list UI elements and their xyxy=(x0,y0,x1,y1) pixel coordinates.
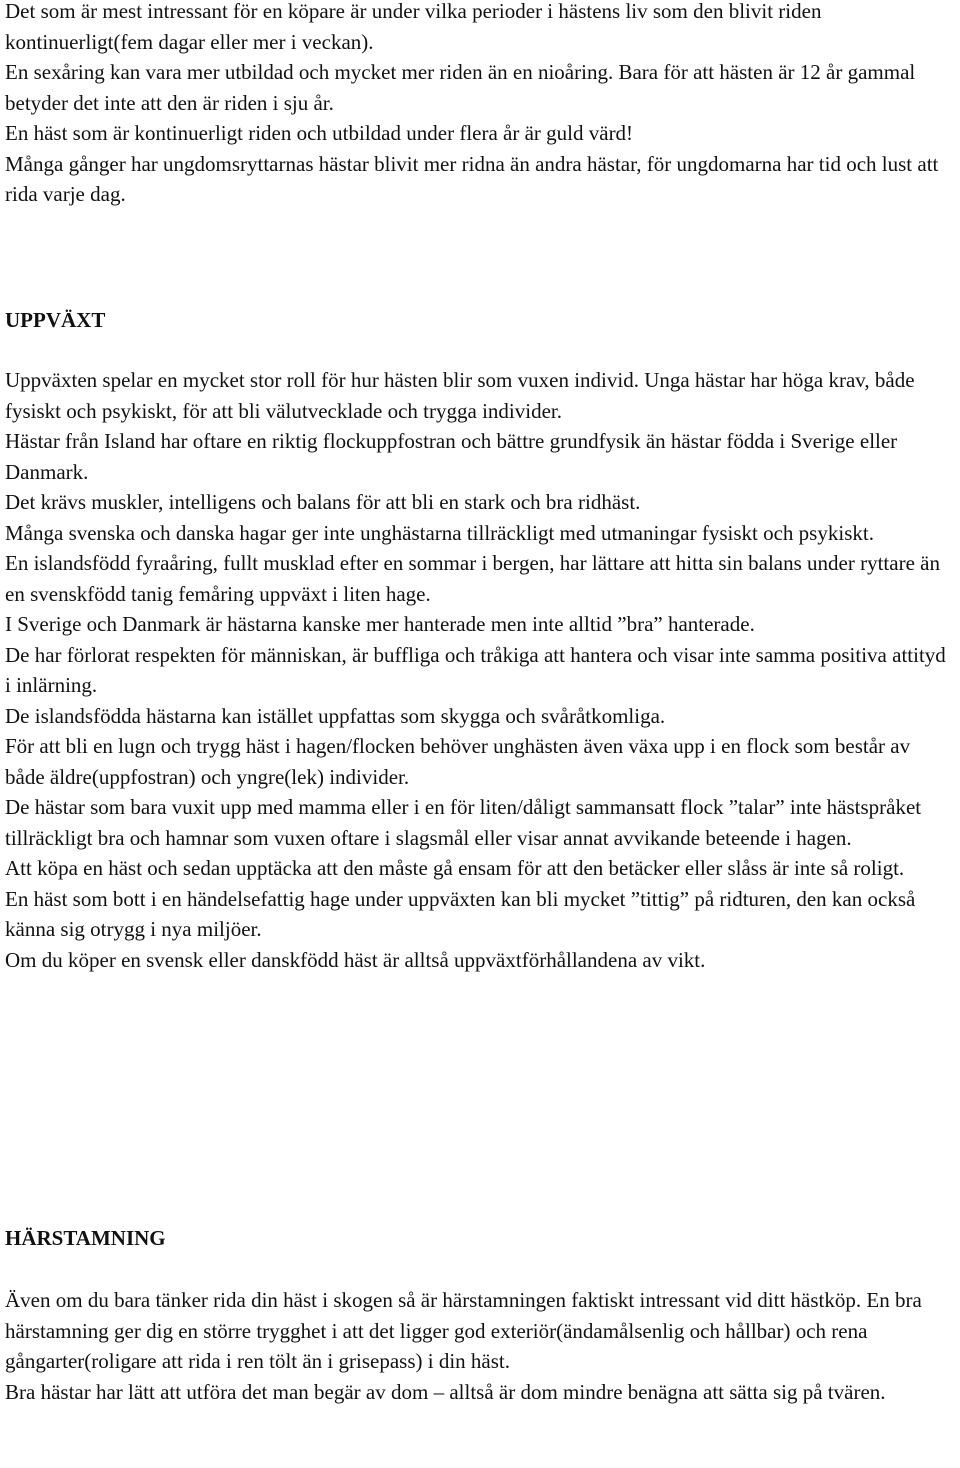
harstamning-paragraph: Även om du bara tänker rida din häst i skogen så är härstamningen faktiskt intressant vid ditt hästköp. En bra härstamning ger dig en större trygghet i att det ligger god exteriör(ändamålsenlig och hållbar) och rena gångarter(roligare att rida i ren tölt än i grisepass) i din häst. xyxy=(5,1288,922,1373)
uppvaxt-paragraph: En islandsfödd fyraåring, fullt musklad efter en sommar i bergen, har lättare att hitta sin balans under ryttare än en svenskfödd tanig femåring uppväxt i liten hage. xyxy=(5,551,940,606)
uppvaxt-paragraph: Många svenska och danska hagar ger inte unghästarna tillräckligt med utmaningar fysiskt och psykiskt. xyxy=(5,520,874,545)
section-heading-harstamning: HÄRSTAMNING xyxy=(5,1226,166,1250)
section-heading-uppvaxt: UPPVÄXT xyxy=(5,308,106,332)
uppvaxt-paragraph: De har förlorat respekten för människan, är buffliga och tråkiga att hantera och visar inte samma positiva attityd i inlärning. xyxy=(5,642,946,697)
harstamning-paragraph: Bra hästar har lätt att utföra det man begär av dom – alltså är dom mindre benägna att sätta sig på tvären. xyxy=(5,1379,886,1404)
uppvaxt-paragraph: En häst som bott i en händelsefattig hage under uppväxten kan bli mycket ”tittig” på ridturen, den kan också känna sig otrygg i nya miljöer. xyxy=(5,886,916,941)
uppvaxt-paragraph: Uppväxten spelar en mycket stor roll för hur hästen blir som vuxen individ. Unga hästar har höga krav, både fysiskt och psykiskt, för att bli välutvecklade och trygga individer. xyxy=(5,368,915,423)
uppvaxt-paragraph: De hästar som bara vuxit upp med mamma eller i en för liten/dåligt sammansatt flock ”talar” inte hästspråket tillräckligt bra och hamnar som vuxen oftare i slagsmål eller visar annat avvikande beteende i hagen. xyxy=(5,795,922,850)
uppvaxt-paragraph: Det krävs muskler, intelligens och balans för att bli en stark och bra ridhäst. xyxy=(5,490,641,514)
intro-paragraph: Många gånger har ungdomsryttarnas hästar blivit mer ridna än andra hästar, för ungdomarna har tid och lust att rida varje dag. xyxy=(5,151,939,206)
intro-paragraph: Det som är mest intressant för en köpare är under vilka perioder i hästens liv som den blivit riden kontinuerligt(fem dagar eller mer i veckan). xyxy=(5,0,822,54)
intro-paragraph: En häst som är kontinuerligt riden och utbildad under flera år är guld värd! xyxy=(5,121,634,145)
uppvaxt-paragraph: De islandsfödda hästarna kan istället uppfattas som skygga och svåråtkomliga. xyxy=(5,703,666,728)
uppvaxt-paragraph: Hästar från Island har oftare en riktig flockuppfostran och bättre grundfysik än hästar födda i Sverige eller Danmark. xyxy=(5,429,898,484)
uppvaxt-section xyxy=(5,365,948,975)
uppvaxt-paragraph: I Sverige och Danmark är hästarna kanske mer hanterade men inte alltid ”bra” hanterade. xyxy=(5,612,755,636)
intro-paragraph: En sexåring kan vara mer utbildad och mycket mer riden än en nioåring. Bara för att hästen är 12 år gammal betyder det inte att den är riden i sju år. xyxy=(5,60,916,115)
uppvaxt-paragraph: För att bli en lugn och trygg häst i hagen/flocken behöver unghästen även växa upp i en flock som består av både äldre(uppfostran) och yngre(lek) individer. xyxy=(5,734,911,789)
harstamning-section xyxy=(5,1285,948,1407)
uppvaxt-paragraph: Att köpa en häst och sedan upptäcka att den måste gå ensam för att den betäcker eller slåss är inte så roligt. xyxy=(5,856,905,880)
uppvaxt-paragraph: Om du köper en svensk eller danskfödd häst är alltså uppväxtförhållandena av vikt. xyxy=(5,947,706,972)
intro-section xyxy=(5,0,948,210)
